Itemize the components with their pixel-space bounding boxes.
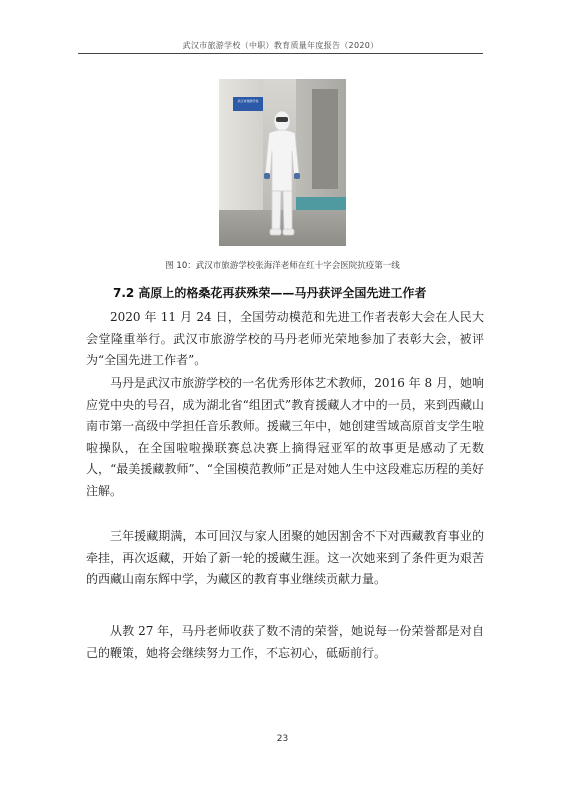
header-rule xyxy=(78,53,483,54)
page-number: 23 xyxy=(276,734,289,744)
figure-photo xyxy=(219,79,346,246)
paragraph-3: 三年援藏期满，本可回汉与家人团聚的她因割舍不下对西藏教育事业的牵挂，再次返藏，开始了新一轮的援藏生涯。这一次她来到了条件更为艰苦的西藏山南东辉中学，为藏区的教育事业继续贡献力量。 xyxy=(86,529,484,586)
section-heading: 7.2 高原上的格桑花再获殊荣——马丹获评全国先进工作者 xyxy=(113,286,427,300)
person-in-protective-suit xyxy=(259,109,305,239)
paragraph-2: 马丹是武汉市旅游学校的一名优秀形体艺术教师，2016 年 8 月，她响应党中央的号召，成为湖北省“组团式”教育援藏人才中的一员，来到西藏山南市第一高级中学担任音乐教师。援藏三年中，她创建雪域高原首支学生啦啦操队，在全国啦啦操联赛总决赛上摘得冠亚军的故事更是感动了无数人，“最美援藏教师”、“全国模范教师”正是对她人生中这段难忘历程的美好注解。 xyxy=(86,376,484,498)
page-header: 武汉市旅游学校（中职）教育质量年度报告（2020） xyxy=(182,41,379,50)
paragraph-4: 从教 27 年，马丹老师收获了数不清的荣誉，她说每一份荣誉都是对自己的鞭策，她将会继续努力工作，不忘初心，砥砺前行。 xyxy=(86,624,484,660)
photo-door xyxy=(312,89,338,189)
photo-badge: 武汉市旅游学校 xyxy=(233,97,263,111)
figure-caption: 图 10：武汉市旅游学校张海洋老师在红十字会医院抗疫第一线 xyxy=(165,261,400,271)
paragraph-1: 2020 年 11 月 24 日，全国劳动模范和先进工作者表彰大会在人民大会堂隆重举行。武汉市旅游学校的马丹老师光荣地参加了表彰大会，被评为“全国先进工作者”。 xyxy=(86,310,484,367)
